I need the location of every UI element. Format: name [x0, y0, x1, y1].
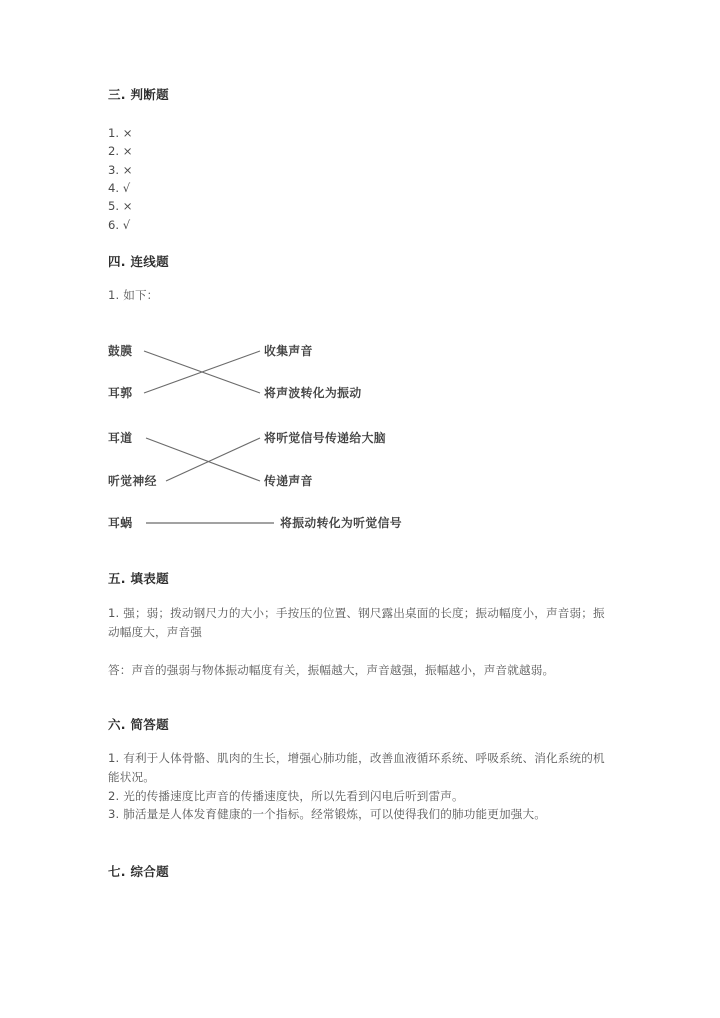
match-right-label: 收集声音: [264, 344, 313, 358]
section-heading-tianbiaoti: 五. 填表题: [108, 571, 169, 586]
match-line-3: [146, 438, 260, 481]
list-item: 3. 肺活量是人体发育健康的一个指标。经常锻炼，可以使得我们的肺功能更加强大。: [108, 807, 546, 822]
tianbiaoti-explanation-paragraph: 答：声音的强弱与物体振动幅度有关，振幅越大，声音越强，振幅越小，声音就越弱。: [108, 663, 555, 677]
list-item: 2. 光的传播速度比声音的传播速度快，所以先看到闪电后听到雷声。: [108, 788, 464, 803]
matching-intro-text: 1. 如下：: [108, 288, 159, 302]
list-item: 1. ×: [108, 126, 133, 140]
jiandati-answer-list: [108, 749, 616, 824]
tianbiaoti-answer-paragraph: 1. 强；弱；拨动钢尺力的大小；手按压的位置、钢尺露出桌面的长度；振动幅度小，声音弱；振动幅度大，声音强: [108, 606, 605, 639]
match-left-label: 鼓膜: [108, 344, 133, 358]
match-left-label: 耳郭: [108, 386, 133, 400]
list-item: 2. ×: [108, 144, 133, 159]
section-heading-zonghetI: 七. 综合题: [108, 864, 169, 879]
list-item: 1. 有利于人体骨骼、肌肉的生长，增强心肺功能，改善血液循环系统、呼吸系统、消化系统的机能状况。: [108, 751, 605, 784]
list-item: 6. √: [108, 217, 131, 232]
match-right-label: 将听觉信号传递给大脑: [264, 431, 386, 445]
match-left-label: 耳蜗: [108, 516, 133, 530]
section-heading-jiandati: 六. 简答题: [108, 717, 169, 732]
section-heading-panduanti: 三. 判断题: [108, 87, 169, 102]
match-left-label: 听觉神经: [108, 474, 157, 488]
true-false-answer-list: [108, 124, 132, 234]
list-item: 4. √: [108, 180, 131, 195]
match-left-label: 耳道: [108, 431, 133, 445]
section-heading-lianxianti: 四. 连线题: [108, 254, 169, 269]
list-item: 3. ×: [108, 162, 133, 177]
matching-diagram: [108, 330, 616, 545]
match-right-label: 传递声音: [264, 474, 313, 488]
match-right-label: 将振动转化为听觉信号: [280, 516, 402, 530]
list-item: 5. ×: [108, 199, 133, 214]
match-right-label: 将声波转化为振动: [264, 386, 362, 400]
match-line-4: [166, 438, 260, 481]
